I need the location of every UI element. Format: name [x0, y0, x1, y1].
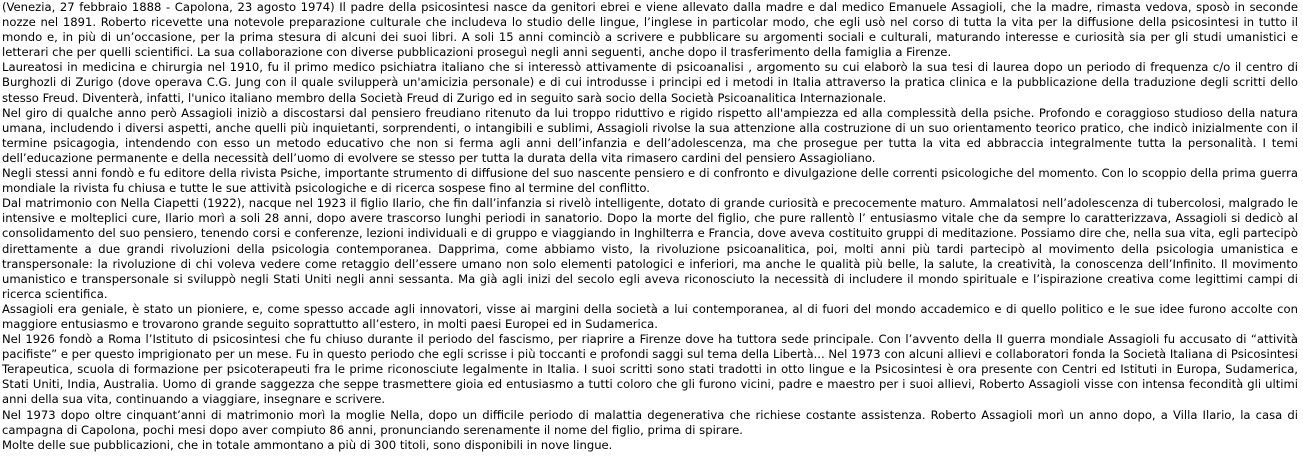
bio-paragraph-institute: Nel 1926 fondò a Roma l’Istituto di psicosintesi che fu chiuso durante il periodo del fascismo, per riaprire a Firenze dove ha tuttora sede principale. Con l’avvento della II guerra mondiale Assagioli fu accusato di “attività pacifiste” e per questo imprigionato per un mese. Fu in questo periodo che egli scrisse i più toccanti e profondi saggi sul tema della Libertà... Nel 1973 con alcuni allievi e collaboratori fonda la Società Italiana di Psicosintesi Terapeutica, scuola di formazione per psicoterapeuti fra le prime riconosciute legalmente in Italia. I suoi scritti sono stati tradotti in otto lingue e la Psicosintesi è ora presente con Centri ed Istituti in Europa, Sudamerica, Stati Uniti, India, Australia. Uomo di grande saggezza che seppe trasmettere gioia ed entusiasmo a tutti coloro che gli furono vicini, padre e maestro per i suoi allievi, Roberto Assagioli visse con intensa fecondità gli ultimi anni della sua vita, continuando a viaggiare, insegnare e scrivere. [2, 332, 1298, 407]
bio-paragraph-birth-education: (Venezia, 27 febbraio 1888 - Capolona, 23 agosto 1974) Il padre della psicosintesi nasce da genitori ebrei e viene allevato dalla madre e dal medico Emanuele Assagioli, che la madre, rimasta vedova, sposò in seconde nozze nel 1891. Roberto ricevette una notevole preparazione culturale che includeva lo studio delle lingue, l’inglese in particolar modo, che egli usò nel corso di tutta la vita per la diffusione della psicosintesi in tutto il mondo e, in più di un’occasione, per la prima stesura di alcuni dei suoi libri. A soli 15 anni cominciò a scrivere e pubblicare su argomenti sociali e culturali, maturando interesse e curiosità sia per gli studi umanistici e letterari che per quelli scientifici. La sua collaborazione con diverse pubblicazioni proseguì negli anni seguenti, anche dopo il trasferimento della famiglia a Firenze. [2, 0, 1298, 60]
bio-paragraph-medicine-psychoanalysis: Laureatosi in medicina e chirurgia nel 1910, fu il primo medico psichiatra italiano che si interessò attivamente di psicoanalisi , argomento su cui elaborò la sua tesi di laurea dopo un periodo di frequenza c/o il centro di Burghozli di Zurigo (dove operava C.G. Jung con il quale svilupperà un'amicizia personale) e di cui introdusse i principi ed i metodi in Italia attraverso la pratica clinica e la pubblicazione della traduzione degli scritti dello stesso Freud. Diventerà, infatti, l'unico italiano membro della Società Freud di Zurigo ed in seguito sarà socio della Società Psicoanalitica Internazionale. [2, 60, 1298, 105]
bio-paragraph-pioneer: Assagioli era geniale, è stato un pioniere, e, come spesso accade agli innovatori, visse ai margini della società a lui contemporanea, al di fuori del mondo accademico e di quello politico e le sue idee furono accolte con maggiore entusiasmo e trovarono grande seguito soprattutto all’estero, in molti paesi Europei ed in Sudamerica. [2, 301, 1298, 331]
bio-paragraph-break-from-freud: Nel giro di qualche anno però Assagioli iniziò a discostarsi dal pensiero freudiano ritenuto da lui troppo riduttivo e rigido rispetto all'ampiezza ed alla complessità della psiche. Profondo e coraggioso studioso della natura umana, includendo i diversi aspetti, anche quelli più inquietanti, sorprendenti, o intangibili e sublimi, Assagioli rivolse la sua attenzione alla costruzione di un suo orientamento teorico pratico, che indicò inizialmente con il termine psicagogia, intendendo con esso un metodo educativo che non si ferma agli anni dell’infanzia e dell’adolescenza, ma che prosegue per tutta la vita ed abbraccia integralmente tutta la personalità. I temi dell’educazione permanente e della necessità dell’uomo di evolvere se stesso per tutta la durata della vita rimasero cardini del pensiero Assagioliano. [2, 105, 1298, 165]
bio-paragraph-death: Nel 1973 dopo oltre cinquant’anni di matrimonio morì la moglie Nella, dopo un difficile periodo di malattia degenerativa che richiese costante assistenza. Roberto Assagioli morì un anno dopo, a Villa Ilario, la casa di campagna di Capolona, pochi mesi dopo aver compiuto 86 anni, pronunciando serenamente il nome del figlio, prima di spirare. [2, 407, 1298, 437]
bio-paragraph-publications: Molte delle sue pubblicazioni, che in totale ammontano a più di 300 titoli, sono disponibili in nove lingue. [2, 437, 613, 452]
biography-text-panel [2, 0, 1298, 457]
bio-paragraph-psiche-journal: Negli stessi anni fondò e fu editore della rivista Psiche, importante strumento di diffusione del suo nascente pensiero e di confronto e divulgazione delle correnti psicologiche del momento. Con lo scoppio della prima guerra mondiale la rivista fu chiusa e tutte le sue attività psicologiche e di ricerca sospese fino al termine del conflitto. [2, 166, 1298, 196]
bio-paragraph-marriage-son: Dal matrimonio con Nella Ciapetti (1922), nacque nel 1923 il figlio Ilario, che fin dall’infanzia si rivelò intelligente, dotato di grande curiosità e precocemente maturo. Ammalatosi nell’adolescenza di tubercolosi, malgrado le intensive e molteplici cure, Ilario morì a soli 28 anni, dopo avere trascorso lunghi periodi in sanatorio. Dopo la morte del figlio, che pure rallentò l’ entusiasmo vitale che da sempre lo caratterizzava, Assagioli si dedicò al consolidamento del suo pensiero, tenendo corsi e conferenze, lezioni individuali e di gruppo e viaggiando in Inghilterra e Francia, dove aveva costituito gruppi di meditazione. Possiamo dire che, nella sua vita, egli partecipò direttamente a due grandi rivoluzioni della psicologia contemporanea. Dapprima, come abbiamo visto, la rivoluzione psicoanalitica, poi, molti anni più tardi partecipò al movimento della psicologia umanistica e transpersonale: la rivoluzione di chi voleva vedere come retaggio dell’essere umano non solo elementi patologici e inferiori, ma anche le qualità più belle, la salute, la creatività, la conoscenza dell’Infinito. Il movimento umanistico e transpersonale si sviluppò negli Stati Uniti negli anni sessanta. Ma già agli inizi del secolo egli aveva riconosciuto la necessità di includere il mondo spirituale e l’ispirazione creativa come legittimi campi di ricerca scientifica. [2, 196, 1298, 301]
